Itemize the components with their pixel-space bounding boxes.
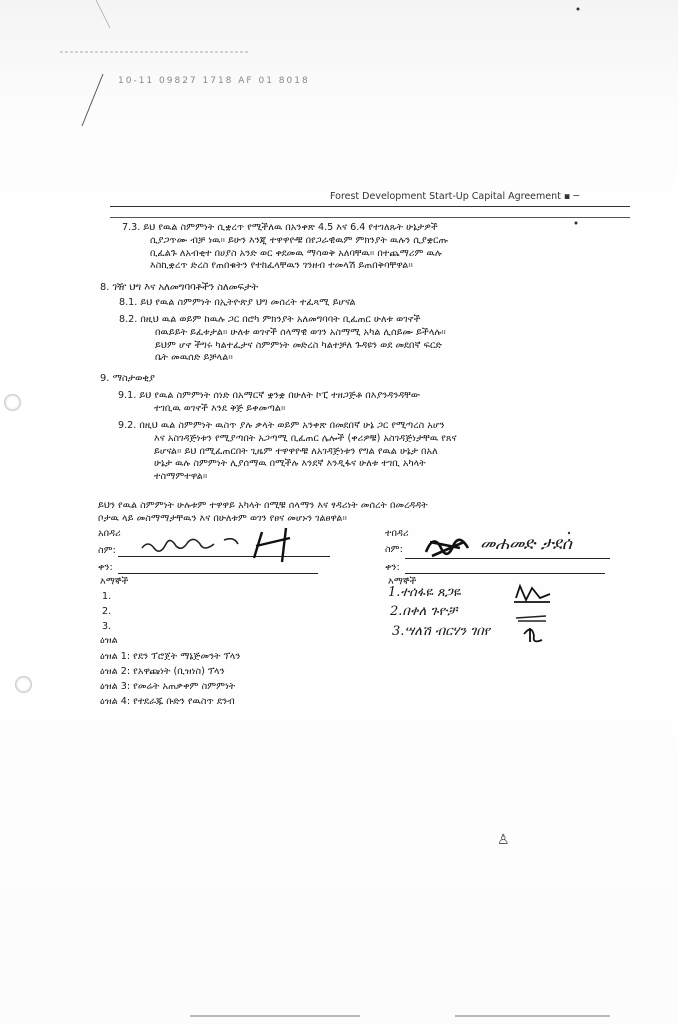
borrower-handwritten-name: መሐመድ ታደሰ: [480, 534, 572, 554]
borrower-name-label: ስም:: [385, 544, 403, 555]
running-header: Forest Development Start-Up Capital Agreement ▪ ─: [330, 191, 580, 202]
clause-8-1: 8.1. ይህ የዉል ስምምነት በኢትዮጵያ ህግ መሰረት ተፈጻሚ ይሆናል: [119, 297, 356, 308]
closing-statement: ይህን የዉል ስምምነት ሁሉቱም ተዋዋይ አካላት በሚቹ ሰላማን እና ፃዳሪነት መሰረት በመረዳዳት ቦታዉ ላይ መስማማታቸዉን እና በሁለቱም ወገን የፀና መሆኑን ገልፀዋል።: [98, 500, 428, 524]
clause-9-2: 9.2. በዚህ ዉል ስምምነት ዉስጥ ያሉ ቃላት ወይም አንቀጽ በመደበኛ ሁኔ ጋር የሚጣረስ አሆን እና አስገዳጅነቱን የሚያጣበት አጋጣሚ ቢፈጠር ሌሎች (ቀሪዎቹ) አስገዳጅነታቸዉ የጸና ይሆናል። ይህ በሚፈጠርበት ጊዜም ተዋዋዮቹ ለአገዳጅነቱን የግል የዉል ሁኔታ በአለ ሁኔታ ዉሉ ስምምነት ሊያሰማዉ በሚችሉ እንደኛ እንዲፋና ሁለቱ ተገቢ አካላት ተስማምተዋል።: [118, 420, 457, 483]
clause-8-2: 8.2. በዚህ ዉል ወይም ከዉሉ ጋር በሮካ ምክንያት አለመግባባት ቢፈጠር ሁለቱ ወገኖች በዉይይት ይፈቱታል። ሁለቱ ወገኖች ሰላማዊ ወገን አስማሚ አካል ሊሰይሙ ይችላሉ። ይህም ሆኖ ችግሩ ካልተፈታና ስምምነት መድረስ ካልተቻለ ጉዳዩን ወደ መደበኛ ፍርድ ቤት መዉሰድ ይቻላል።: [119, 314, 446, 364]
lender-label: አበዳሪ: [98, 528, 121, 539]
attachments-title: ዕዝል: [100, 635, 118, 646]
lender-witness-3: 3.: [102, 621, 112, 632]
fax-header: 10-11 09827 1718 AF 01 8018: [118, 76, 310, 86]
borrower-witness-1: 1.ተሰፋዬ ጸጋዬ: [388, 585, 461, 600]
lender-witness-2: 2.: [102, 606, 112, 617]
section-9-title: 9. ማስታወቂያ: [100, 373, 155, 384]
attachment-2: ዕዝል 2: የአዋጩነት (ቢዝነስ) ፕላን: [100, 666, 225, 677]
attachment-4: ዕዝል 4: የተደራጁ ቡድን የዉስጥ ደንብ: [100, 696, 235, 707]
borrower-witness-3: 3.ሣለሽ ብርሃን ገበየ: [392, 624, 491, 639]
lender-witness-1: 1.: [102, 591, 112, 602]
borrower-label: ተበዳሪ: [385, 528, 409, 539]
small-stamp-icon: ♙: [497, 832, 510, 848]
lender-name-label: ስም:: [98, 545, 116, 556]
clause-9-1: 9.1. ይህ የዉል ስምምነት ሰነድ በአማርኛ ቋንቋ በሁለት ኮፒ ተዘጋጅቶ በእያንዳንዳቸው ተገቢዉ ወገኖች እንደ ቅጅ ይቀመጣል።: [118, 390, 421, 414]
borrower-date-label: ቀን:: [385, 562, 400, 573]
attachment-3: ዕዝል 3: የመሬት አጠቃቀም ስምምነት: [100, 681, 236, 692]
section-8-title: 8. ገዥ ህግ እና አለመግባባቶችን ስለመፍታት: [100, 282, 258, 293]
attachment-1: ዕዝል 1: የደን ፕሮጀት ማኔጅመንት ፕላን: [100, 651, 241, 662]
clause-7-3: 7.3. ይህ የዉል ስምምነት ሲቋረጥ የሚችለዉ በአንቀጽ 4.5 እና 6.4 የተገለጹት ሁኔታዎች ሲያጋጥሙ ብቻ ነዉ። ይሁን እንጂ ተዋዋዮቹ በየጋራዊዉም ምክንያት ዉሉን ሲያቋርጡ ቢፈልጉ ለአብቂተ በሀያስ አንድ ወር ቀደመዉ ማሳወቅ አለባቸዉ። በተጨማሪም ዉሉ እስኪቋረጥ ድረስ የጠበቁትን የተከፈላቸዉን ገንዘብ ተመላሽ ይጠበቅባቸዋል።: [122, 222, 449, 272]
borrower-witness-title: እማኞች: [388, 576, 417, 587]
lender-date-label: ቀን:: [98, 562, 113, 573]
lender-witness-title: እማኞች: [100, 576, 129, 587]
borrower-witness-2: 2.በቀለ ጉዮቻ: [390, 604, 458, 619]
